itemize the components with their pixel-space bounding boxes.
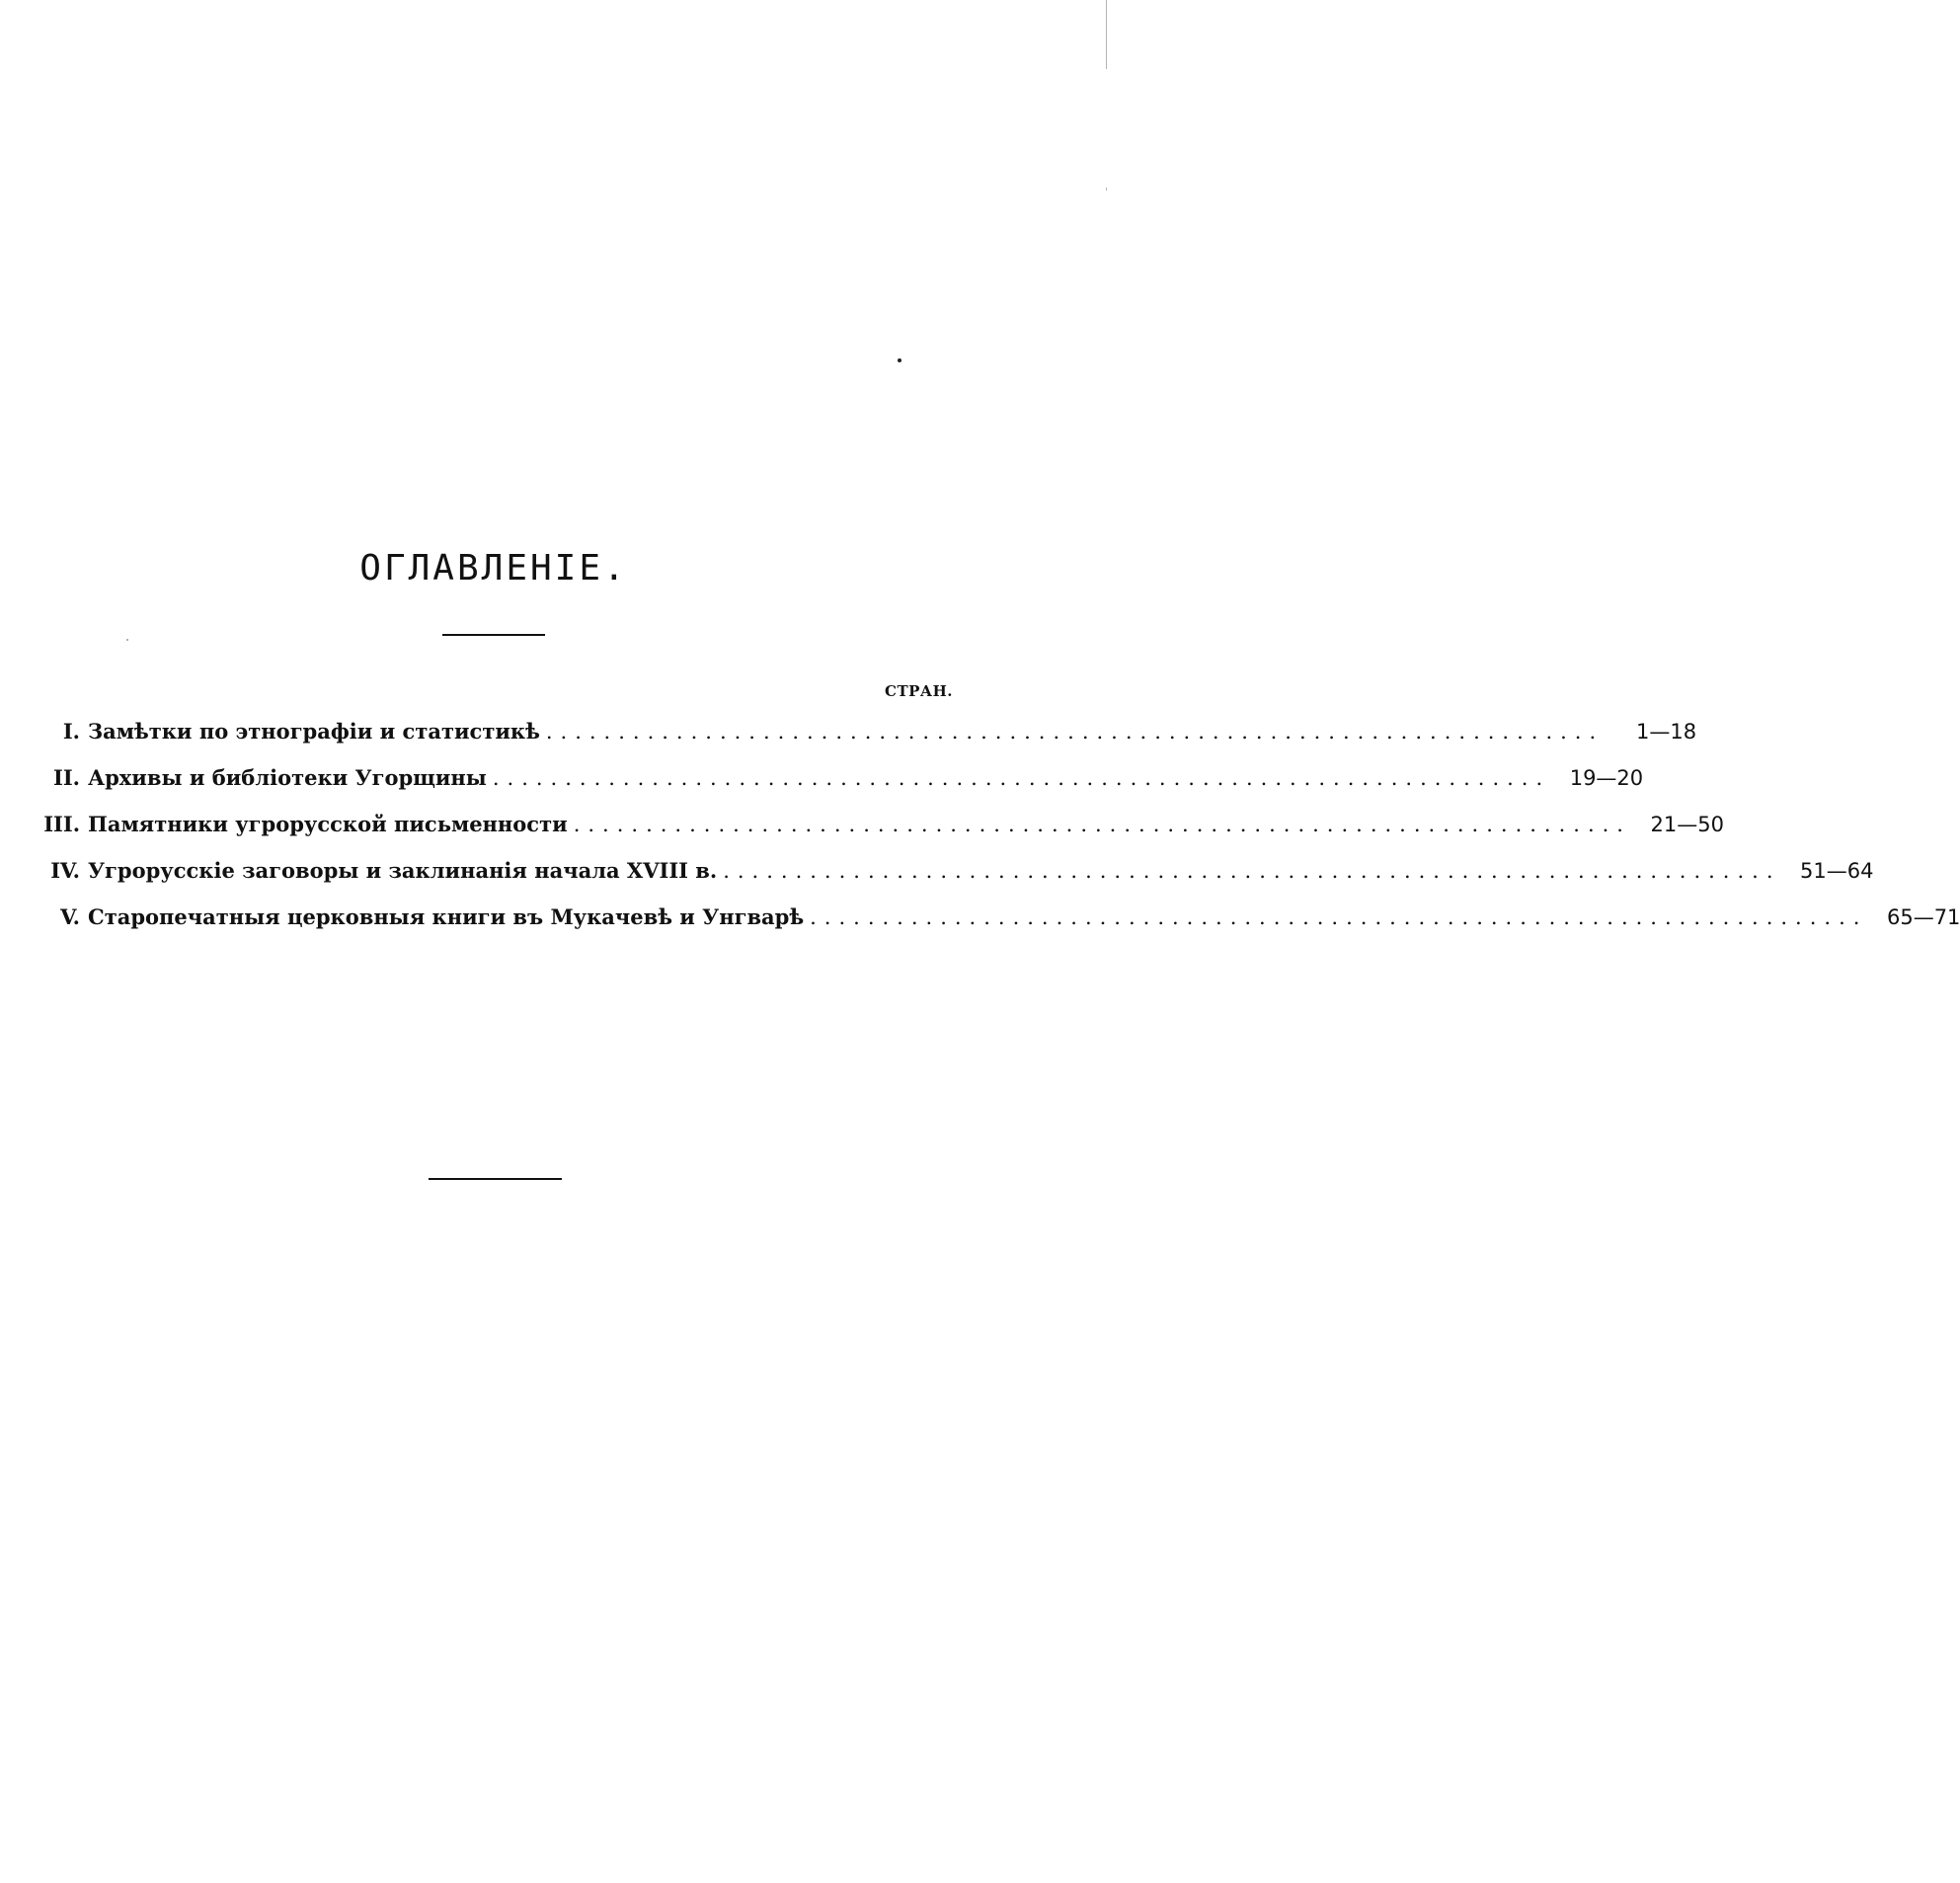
- toc-entry-title: Замѣтки по этнографіи и статистикѣ: [88, 719, 540, 744]
- toc-entry-number: V.: [60, 904, 80, 929]
- pages-column-header: СТРАН.: [885, 682, 953, 700]
- end-rule: [429, 1178, 562, 1180]
- toc-entry-title: Архивы и библіотеки Угорщины: [88, 765, 487, 790]
- dot-leader: .........................................................................: [723, 859, 1781, 883]
- edge-speck: [1106, 188, 1107, 191]
- ink-speck: [126, 639, 128, 641]
- toc-entry-number: II.: [53, 765, 80, 790]
- toc-entry-pages: 65—71: [1886, 905, 1960, 929]
- dot-leader: .........................................................................: [573, 813, 1631, 836]
- dot-leader: .........................................................................: [492, 766, 1551, 790]
- toc-entry[interactable]: [35, 765, 1644, 812]
- toc-entry-pages: 21—50: [1650, 813, 1724, 836]
- table-of-contents: [35, 719, 1960, 951]
- toc-entry-title: Угрорусскіе заговоры и заклинанія начала XVIII в.: [88, 858, 718, 883]
- toc-entry[interactable]: [35, 719, 1697, 765]
- toc-entry-number: III.: [43, 812, 80, 836]
- dot-leader: .........................................................................: [545, 720, 1605, 744]
- dot-leader: .........................................................................: [810, 905, 1868, 929]
- page-title: ОГЛАВЛЕНІЕ.: [359, 548, 628, 588]
- toc-entry[interactable]: [35, 812, 1724, 858]
- toc-entry-number: IV.: [50, 858, 80, 883]
- toc-entry[interactable]: [35, 904, 1960, 951]
- toc-entry-title: Старопечатныя церковныя книги въ Мукачевѣ и Унгварѣ: [88, 904, 805, 929]
- toc-entry-pages: 1—18: [1636, 720, 1697, 744]
- toc-entry-number: I.: [62, 719, 80, 744]
- toc-entry-pages: 51—64: [1800, 859, 1874, 883]
- ink-dot: [898, 358, 902, 362]
- toc-entry-title: Памятники угрорусской письменности: [88, 812, 568, 836]
- edge-speck: [1106, 0, 1107, 69]
- title-rule: [442, 634, 545, 636]
- toc-entry-pages: 19—20: [1569, 766, 1644, 790]
- toc-entry[interactable]: [35, 858, 1874, 904]
